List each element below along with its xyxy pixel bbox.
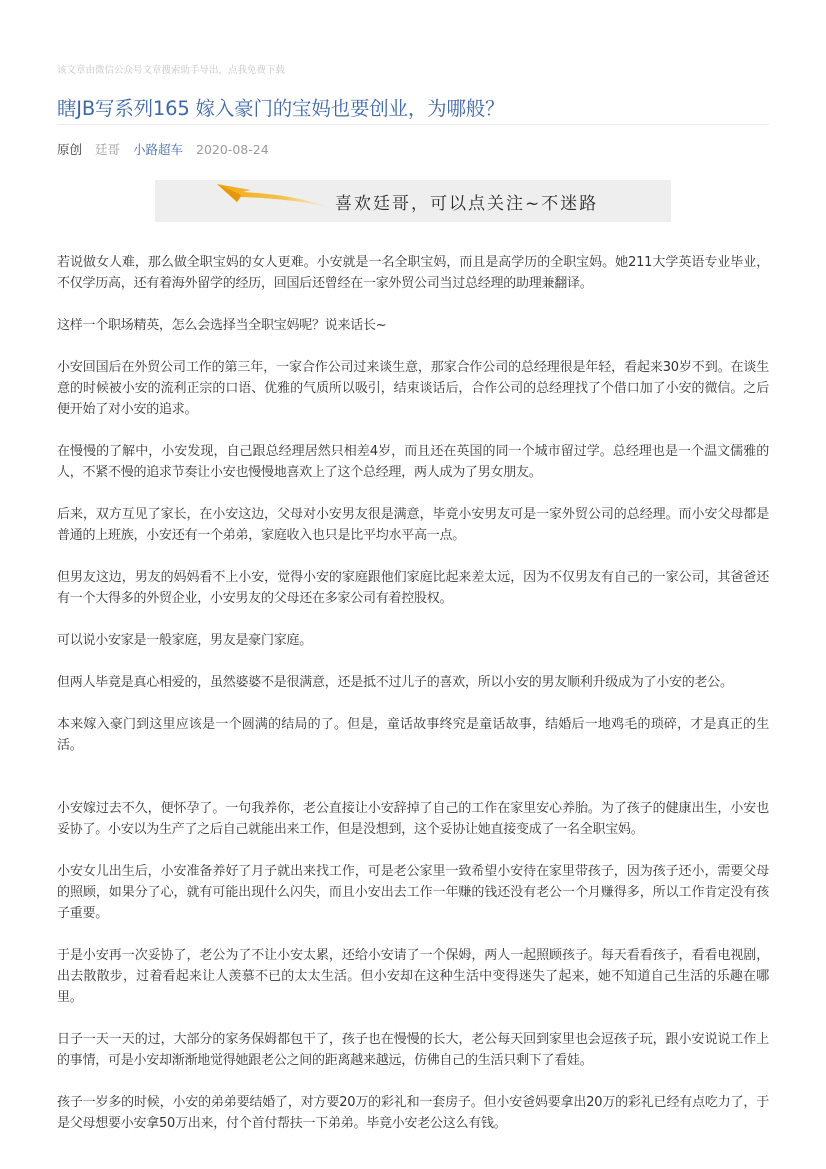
export-notice-link[interactable]: 该文章由微信公众号文章搜索助手导出，点我免费下载 [57, 65, 286, 76]
paragraph: 于是小安再一次妥协了，老公为了不让小安太累，还给小安请了一个保姆，两人一起照顾孩子。每天看看孩子，看看电视剧，出去散散步，过着看起来让人羡慕不已的太太生活。但小安却在这种生活中变得迷失了起来，她不知道自己生活的乐趣在哪里。 [57, 948, 769, 1005]
publish-date: 2020-08-24 [196, 142, 269, 157]
paragraph: 本来嫁入豪门到这里应该是一个圆满的结局的了。但是，童话故事终究是童话故事，结婚后一地鸡毛的琐碎，才是真正的生活。 [57, 717, 769, 753]
paragraph: 小安嫁过去不久，便怀孕了。一句我养你，老公直接让小安辞掉了自己的工作在家里安心养胎。为了孩子的健康出生，小安也妥协了。小安以为生产了之后自己就能出来工作，但是没想到，这个妥协让她直接变成了一名全职宝妈。 [57, 801, 769, 837]
article-meta [57, 140, 269, 158]
original-label: 原创 [57, 142, 83, 157]
paragraph: 小安女儿出生后，小安准备养好了月子就出来找工作，可是老公家里一致希望小安待在家里带孩子，因为孩子还小，需要父母的照顾，如果分了心，就有可能出现什么闪失，而且小安出去工作一年赚的钱还没有老公一个月赚得多，所以工作肯定没有孩子重要。 [57, 864, 769, 921]
paragraph: 日子一天一天的过，大部分的家务保姆都包干了，孩子也在慢慢的长大，老公每天回到家里也会逗孩子玩，跟小安说说工作上的事情，可是小安却渐渐地觉得她跟老公之间的距离越来越远，仿佛自己的生活只剩下了看娃。 [57, 1032, 769, 1068]
article-title: 瞎JB写系列165 嫁入豪门的宝妈也要创业，为哪般？ [57, 97, 505, 120]
paragraph: 在慢慢的了解中，小安发现，自己跟总经理居然只相差4岁，而且还在英国的同一个城市留过学。总经理也是一个温文儒雅的人，不紧不慢的追求节奏让小安也慢慢地喜欢上了这个总经理，两人成为了男女朋友。 [57, 444, 769, 480]
paragraph: 后来，双方互见了家长，在小安这边，父母对小安男友很是满意，毕竟小安男友可是一家外贸公司的总经理。而小安父母都是普通的上班族，小安还有一个弟弟，家庭收入也只是比平均水平高一点。 [57, 507, 769, 543]
paragraph: 可以说小安家是一般家庭，男友是豪门家庭。 [57, 633, 313, 648]
paragraph: 这样一个职场精英，怎么会选择当全职宝妈呢？说来话长~ [57, 318, 387, 333]
paragraph: 孩子一岁多的时候，小安的弟弟要结婚了，对方要20万的彩礼和一套房子。但小安爸妈要拿出20万的彩礼已经有点吃力了，于是父母想要小安拿50万出来，付个首付帮扶一下弟弟。毕竟小安老公这么有钱。 [57, 1095, 769, 1131]
paragraph: 但两人毕竟是真心相爱的，虽然婆婆不是很满意，还是抵不过儿子的喜欢，所以小安的男友顺利升级成为了小安的老公。 [57, 675, 733, 690]
empty-paragraph [57, 777, 769, 798]
article-body [57, 252, 769, 1134]
account-link[interactable]: 小路超车 [133, 142, 184, 157]
follow-banner [155, 180, 671, 222]
follow-banner-text: 喜欢廷哥，可以点关注~不迷路 [335, 194, 599, 214]
paragraph: 若说做女人难，那么做全职宝妈的女人更难。小安就是一名全职宝妈，而且是高学历的全职宝妈。她211大学英语专业毕业，不仅学历高，还有着海外留学的经历，回国后还曾经在一家外贸公司当过总经理的助理兼翻译。 [57, 255, 769, 291]
author-name: 廷哥 [95, 142, 121, 157]
paragraph: 但男友这边，男友的妈妈看不上小安，觉得小安的家庭跟他们家庭比起来差太远，因为不仅男友有自己的一家公司，其爸爸还有一个大得多的外贸企业，小安男友的父母还在多家公司有着控股权。 [57, 570, 769, 606]
title-divider [57, 124, 769, 125]
paragraph: 小安回国后在外贸公司工作的第三年，一家合作公司过来谈生意，那家合作公司的总经理很是年轻，看起来30岁不到。在谈生意的时候被小安的流利正宗的口语、优雅的气质所以吸引，结束谈话后，合作公司的总经理找了个借口加了小安的微信。之后便开始了对小安的追求。 [57, 360, 769, 417]
